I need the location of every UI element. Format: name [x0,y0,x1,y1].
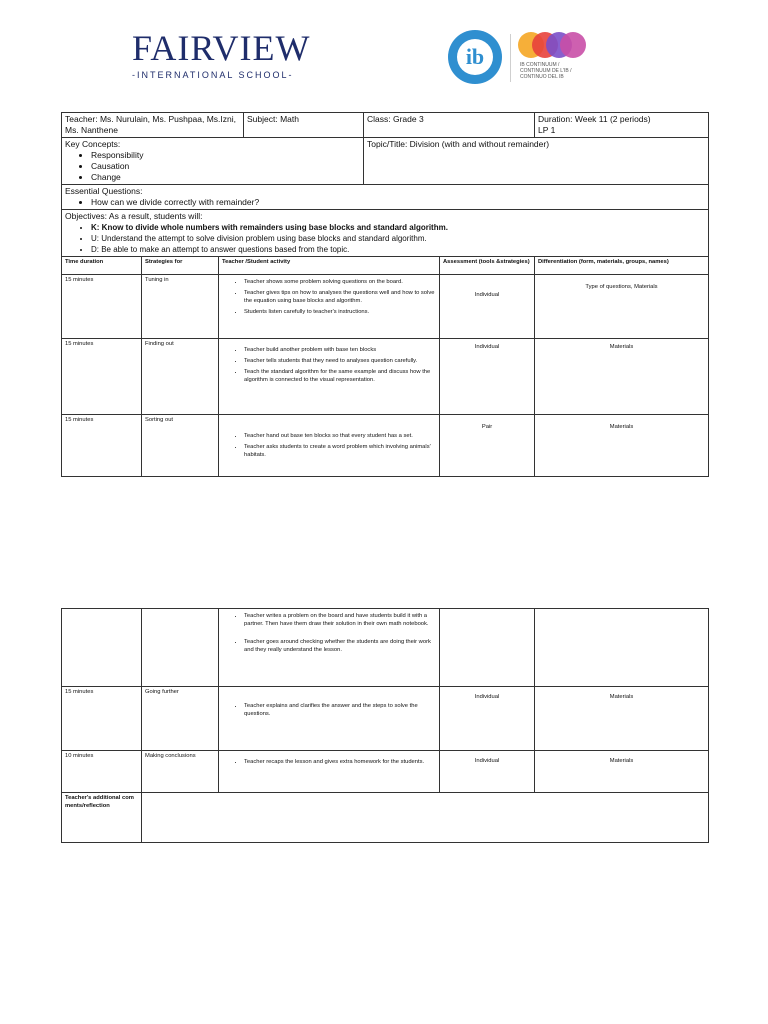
row-time: 15 minutes [62,339,142,415]
row-time [62,609,142,687]
lesson-plan-number: LP 1 [538,125,556,135]
activity-item: • Teacher build another problem with base ten blocks [244,346,436,354]
subject: Subject: Math [247,114,299,124]
row-strategy: Finding out [142,339,219,415]
col-header-strategies: Strategies for [142,257,219,275]
ib-logo [448,30,588,86]
topic-title: Topic/Title: Division (with and without remainder) [367,139,550,149]
row-time: 15 minutes [62,415,142,477]
row-activities [219,339,440,415]
comments-label: Teacher's additional comments/reflection [62,793,142,843]
row-time: 15 minutes [62,275,142,339]
objective-do: • D: Be able to make an attempt to answer questions based from the topic. [91,244,705,255]
row-activities [219,609,440,687]
school-name: FAIRVIEW [132,28,311,68]
table-row [62,339,709,415]
activity-item: • Teach the standard algorithm for the same example and discuss how the algorithm is connected to the visual representation. [244,368,436,384]
row-activities [219,751,440,793]
activity-item: • Teacher gives tips on how to analyses the questions well and how to solve the equation using base blocks and algorithm. [244,289,436,305]
row-strategy: Going further [142,687,219,751]
table-row [62,609,709,687]
row-strategy [142,609,219,687]
activity-item: • Teacher tells students that they need to analyses question carefully. [244,357,436,365]
activity-item: • Teacher goes around checking whether the students are doing their work and they really understand the lesson. [244,638,436,654]
comments-row [62,793,709,843]
objectives-cell [62,210,709,257]
logo-divider [510,34,511,82]
activity-item: • Students listen carefully to teacher's instructions. [244,308,436,316]
row-differentiation: Materials [535,415,709,477]
activity-item: • Teacher asks students to create a word problem which involving animals' habitats. [244,443,436,459]
row-differentiation [535,609,709,687]
row-assessment: Pair [440,415,535,477]
comments-area [142,793,709,843]
lesson-plan-table [61,112,709,477]
row-time: 15 minutes [62,687,142,751]
row-assessment: Individual [440,339,535,415]
row-strategy: Sorting out [142,415,219,477]
table-row [62,275,709,339]
activity-item: • Teacher writes a problem on the board and have students build it with a partner. Then have them draw their solution in their own math notebook. [244,612,436,628]
table-row [62,751,709,793]
col-header-differentiation: Differentiation (form, materials, groups, names) [535,257,709,275]
continuum-dot [560,32,586,58]
class-grade: Class: Grade 3 [367,114,424,124]
activity-item: • Teacher explains and clarifies the answer and the steps to solve the questions. [244,702,436,718]
row-activities [219,275,440,339]
class-cell [364,113,535,138]
school-subtitle: -INTERNATIONAL SCHOOL- [132,70,294,80]
activity-item: • Teacher recaps the lesson and gives extra homework for the students. [244,758,436,766]
table-row [62,687,709,751]
row-time: 10 minutes [62,751,142,793]
objectives-title: Objectives: As a result, students will: [65,211,203,221]
key-concept-item: • Change [91,172,360,183]
ib-continuum-icon [518,32,588,58]
subject-cell [244,113,364,138]
row-assessment [440,609,535,687]
duration-cell [535,113,709,138]
duration: Duration: Week 11 (2 periods) [538,114,651,124]
essential-question: • How can we divide correctly with remainder? [91,197,705,208]
row-activities [219,415,440,477]
activity-item: • Teacher hand out base ten blocks so that every student has a set. [244,432,436,440]
row-strategy: Making conclusions [142,751,219,793]
key-concepts-title: Key Concepts: [65,139,121,149]
row-assessment: Individual [440,687,535,751]
activity-item: • Teacher shows some problem solving questions on the board. [244,278,436,286]
teacher-cell [62,113,244,138]
row-assessment: Individual [440,275,535,339]
key-concept-item: • Causation [91,161,360,172]
lesson-plan-table-continued [61,608,709,843]
row-differentiation: Materials [535,687,709,751]
col-header-activity: Teacher /Student activity [219,257,440,275]
key-concepts-cell [62,138,364,185]
ib-mark: ib [457,39,493,75]
col-header-time: Time duration [62,257,142,275]
essential-questions-title: Essential Questions: [65,186,143,196]
table-row [62,415,709,477]
objective-understand: • U: Understand the attempt to solve division problem using base blocks and standard algorithm. [91,233,705,244]
row-strategy: Tuning in [142,275,219,339]
teacher-names: Teacher: Ms. Nurulain, Ms. Pushpaa, Ms.Izni, Ms. Nanthene [65,114,237,135]
school-logo [132,28,311,80]
topic-cell [364,138,709,185]
key-concept-item: • Responsibility [91,150,360,161]
objective-know: • K: Know to divide whole numbers with remainders using base blocks and standard algorithm. [91,222,705,233]
row-differentiation: Type of questions, Materials [535,275,709,339]
row-differentiation: Materials [535,751,709,793]
ib-caption: IB CONTINUUM / CONTINUUM DE L'IB / CONTINUO DEL IB [520,62,572,80]
row-activities [219,687,440,751]
row-assessment: Individual [440,751,535,793]
essential-questions-cell [62,185,709,210]
ib-seal-icon [448,30,502,84]
row-differentiation: Materials [535,339,709,415]
col-header-assessment: Assessment (tools &strategies) [440,257,535,275]
